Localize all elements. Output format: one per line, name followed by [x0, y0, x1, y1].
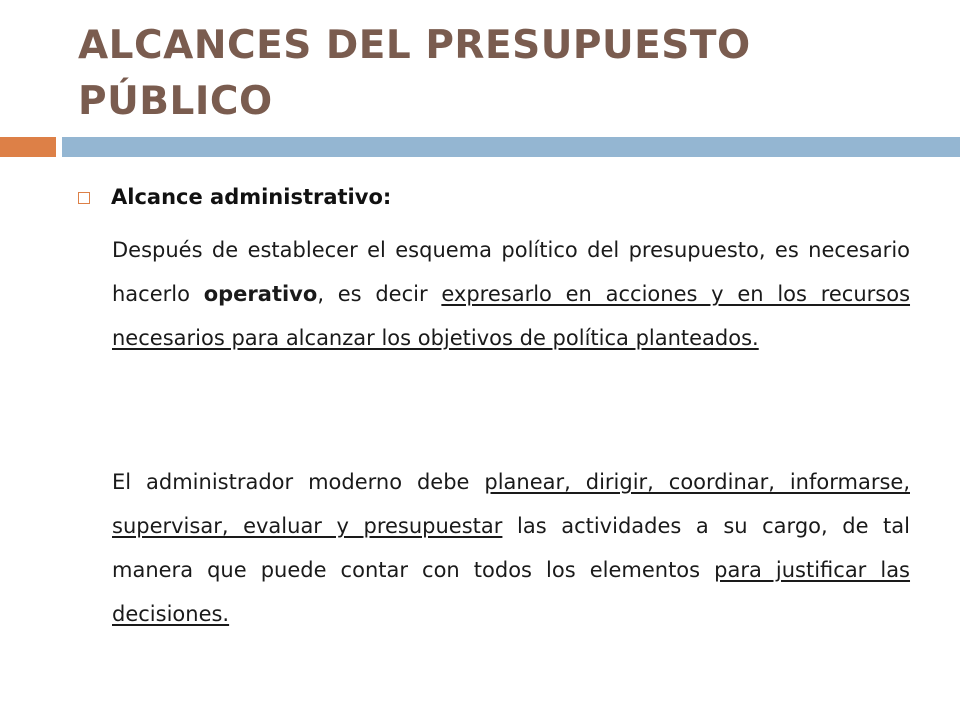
paragraph-2 [112, 460, 910, 636]
bullet-item [78, 181, 391, 213]
slide-title-line-1: ALCANCES DEL PRESUPUESTO [78, 23, 751, 68]
paragraph-1-text-a: Después de establecer el esquema político del presupuesto, es necesario hacerlo [112, 238, 910, 306]
square-bullet-icon [78, 192, 90, 204]
accent-bar-orange [0, 137, 56, 157]
paragraph-1-bold-term: operativo [203, 282, 318, 306]
paragraph-2-underlined-end: para justificar las decisiones. [112, 558, 911, 626]
accent-bar-blue [62, 137, 960, 157]
slide-title [78, 18, 938, 130]
bullet-heading: Alcance administrativo: [111, 185, 392, 209]
paragraph-2-underlined-verbs: planear, dirigir, coordinar, informarse, supervisar, evaluar y presupuestar [112, 470, 910, 538]
paragraph-1 [112, 228, 910, 360]
slide-title-line-2: PÚBLICO [78, 79, 273, 124]
paragraph-1-underlined: expresarlo en acciones y en los recursos necesarios para alcanzar los objetivos de política planteados. [112, 282, 911, 350]
paragraph-2-text-a: El administrador moderno debe [112, 470, 485, 494]
paragraph-1-text-b: , es decir [317, 282, 442, 306]
paragraph-2-text-b: las actividades a su cargo, de tal manera que puede contar con todos los elementos [112, 514, 910, 582]
